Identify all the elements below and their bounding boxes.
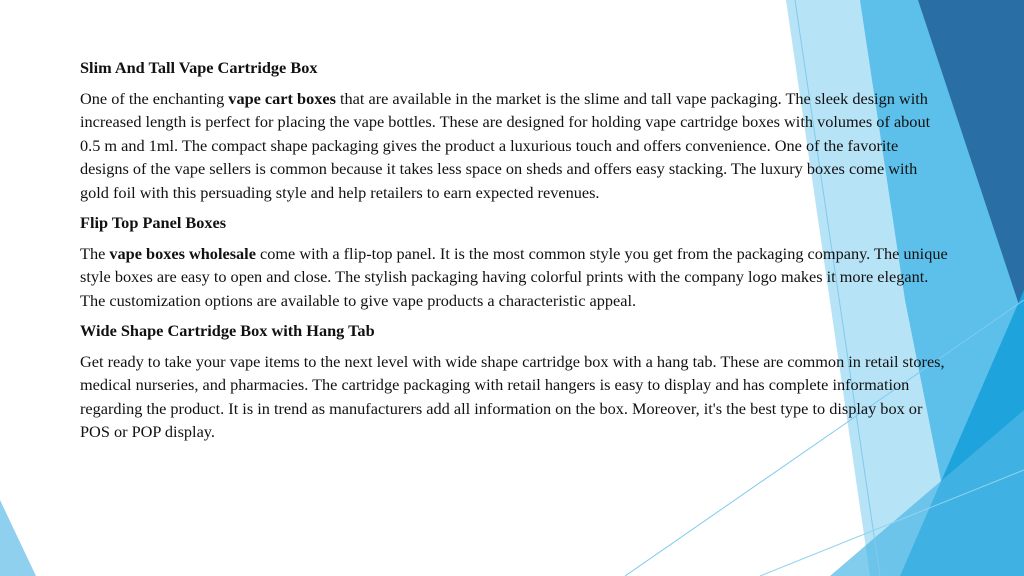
section-paragraph: Get ready to take your vape items to the next level with wide shape cartridge box with a hang tab. These are common in retail stores, medical nurseries, and pharmacies. The cartridge packaging with retail hangers is easy to display and has complete information regarding the product. It is in trend as manufacturers add all information on the box. Moreover, it's the best type to display box or POS or POP display. <box>80 351 945 441</box>
section-heading: Flip Top Panel Boxes <box>80 213 227 232</box>
section-slim-tall <box>80 56 950 204</box>
slide-content <box>80 56 950 451</box>
section-wide-shape <box>80 319 950 444</box>
left-accent-shape <box>0 500 36 576</box>
vape-boxes-wholesale-link-text: vape boxes wholesale <box>109 243 256 263</box>
section-heading: Wide Shape Cartridge Box with Hang Tab <box>80 321 375 340</box>
section-flip-top <box>80 211 950 312</box>
section-heading: Slim And Tall Vape Cartridge Box <box>80 58 318 77</box>
section-paragraph: The vape boxes wholesale come with a flip-top panel. It is the most common style you get from the packaging company. The unique style boxes are easy to open and close. The stylish packaging having colorful prints with the company logo makes it more elegant. The customization options are available to give vape products a characteristic appeal. <box>80 243 948 310</box>
section-paragraph: One of the enchanting vape cart boxes that are available in the market is the slime and tall vape packaging. The sleek design with increased length is perfect for placing the vape bottles. These are designed for holding vape cartridge boxes with volumes of about 0.5 m and 1ml. The compact shape packaging gives the product a luxurious touch and offers convenience. One of the favorite designs of the vape sellers is common because it takes less space on sheds and offers easy stacking. The luxury boxes come with gold foil with this persuading style and help retailers to earn expected revenues. <box>80 88 931 202</box>
vape-cart-boxes-link-text: vape cart boxes <box>228 88 336 108</box>
